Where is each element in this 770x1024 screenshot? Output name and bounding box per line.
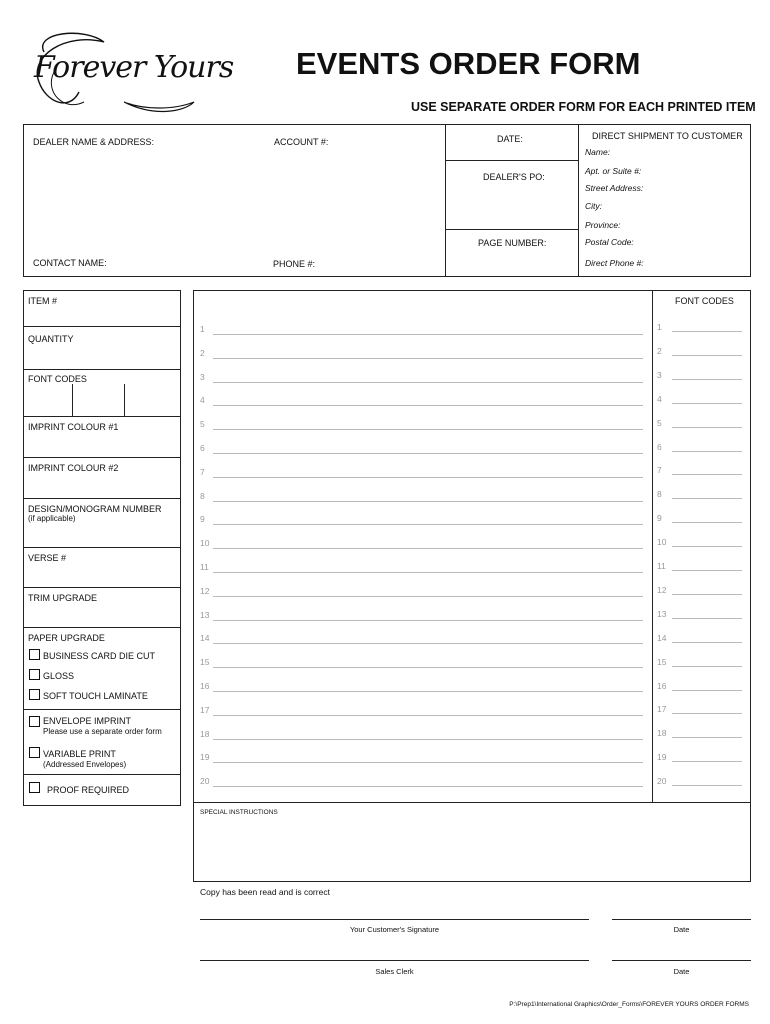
date-label: DATE: [497, 134, 523, 144]
direct-shipment-title: DIRECT SHIPMENT TO CUSTOMER [592, 131, 743, 141]
line-number: 14 [200, 633, 210, 644]
font-code-line[interactable] [672, 546, 742, 547]
text-line[interactable] [213, 762, 643, 763]
shipment-name-label: Name: [585, 147, 611, 157]
font-code-number: 2 [657, 345, 662, 356]
text-line[interactable] [213, 691, 643, 692]
font-code-number: 9 [657, 513, 662, 524]
line-number: 18 [200, 728, 210, 739]
variable-note: (Addressed Envelopes) [43, 760, 127, 769]
contact-name-label: CONTACT NAME: [33, 258, 107, 268]
copy-confirm-text: Copy has been read and is correct [200, 887, 330, 897]
font-code-number: 10 [657, 537, 667, 548]
font-code-line[interactable] [672, 713, 742, 714]
phone-label: PHONE #: [273, 259, 316, 269]
line-number: 2 [200, 347, 205, 358]
text-line[interactable] [213, 334, 643, 335]
font-code-number: 18 [657, 728, 667, 739]
verse-label: VERSE # [28, 553, 67, 563]
item-number-label: ITEM # [28, 296, 58, 306]
text-line[interactable] [213, 358, 643, 359]
special-instructions-label: SPECIAL INSTRUCTIONS [200, 809, 278, 816]
font-code-number: 1 [657, 322, 662, 332]
text-line[interactable] [213, 572, 643, 573]
imprint-colour-2-label: IMPRINT COLOUR #2 [28, 463, 119, 473]
font-code-line[interactable] [672, 666, 742, 667]
clerk-date-label: Date [673, 967, 690, 976]
quantity-label: QUANTITY [28, 334, 74, 344]
shipment-city-label: City: [585, 201, 602, 211]
font-code-line[interactable] [672, 522, 742, 523]
font-code-line[interactable] [672, 594, 742, 595]
imprint-colour-1-label: IMPRINT COLOUR #1 [28, 422, 119, 432]
line-number: 13 [200, 609, 210, 620]
font-code-number: 13 [657, 608, 667, 619]
line-number: 4 [200, 395, 205, 406]
font-code-number: 17 [657, 704, 667, 715]
business-card-label: BUSINESS CARD DIE CUT [43, 651, 156, 661]
text-line[interactable] [213, 739, 643, 740]
text-line[interactable] [213, 477, 643, 478]
text-line[interactable] [213, 501, 643, 502]
text-line[interactable] [213, 429, 643, 430]
text-line[interactable] [213, 453, 643, 454]
text-line[interactable] [213, 524, 643, 525]
font-codes-label: FONT CODES [28, 374, 87, 384]
text-line[interactable] [213, 715, 643, 716]
font-code-line[interactable] [672, 570, 742, 571]
font-code-line[interactable] [672, 618, 742, 619]
file-path: P:\Prep1\International Graphics\Order_Forms\FOREVER YOURS ORDER FORMS [509, 1001, 749, 1008]
account-label: ACCOUNT #: [274, 137, 329, 147]
font-code-line[interactable] [672, 427, 742, 428]
font-code-line[interactable] [672, 498, 742, 499]
font-code-number: 16 [657, 680, 667, 691]
line-number: 19 [200, 752, 210, 763]
line-number: 17 [200, 704, 210, 715]
font-code-line[interactable] [672, 690, 742, 691]
text-line[interactable] [213, 620, 643, 621]
trim-upgrade-label: TRIM UPGRADE [28, 593, 98, 603]
shipment-street-label: Street Address: [585, 183, 644, 193]
text-line[interactable] [213, 405, 643, 406]
font-code-line[interactable] [672, 379, 742, 380]
text-line[interactable] [213, 786, 643, 787]
design-monogram-label: DESIGN/MONOGRAM NUMBER [28, 504, 162, 514]
page-title: EVENTS ORDER FORM [296, 46, 641, 81]
soft-touch-label: SOFT TOUCH LAMINATE [43, 691, 148, 701]
line-number: 16 [200, 681, 210, 691]
page-subtitle: USE SEPARATE ORDER FORM FOR EACH PRINTED ITEM [411, 100, 756, 114]
line-number: 9 [200, 514, 205, 525]
line-number: 6 [200, 443, 205, 453]
line-number: 12 [200, 585, 210, 596]
variable-print-label: VARIABLE PRINT [43, 749, 116, 759]
line-number: 10 [200, 538, 210, 549]
font-code-number: 14 [657, 632, 667, 643]
font-code-line[interactable] [672, 331, 742, 332]
font-code-number: 3 [657, 369, 662, 380]
line-number: 5 [200, 419, 205, 430]
shipment-apt-label: Apt. or Suite #: [585, 166, 642, 176]
logo-text: Forever Yours [34, 50, 234, 85]
font-code-line[interactable] [672, 474, 742, 475]
font-code-number: 20 [657, 776, 667, 787]
font-code-number: 12 [657, 584, 667, 595]
line-number: 7 [200, 466, 205, 477]
font-code-line[interactable] [672, 761, 742, 762]
envelope-imprint-label: ENVELOPE IMPRINT [43, 716, 132, 726]
gloss-checkbox[interactable] [29, 669, 40, 680]
customer-signature-label: Your Customer's Signature [349, 925, 440, 934]
font-code-number: 6 [657, 441, 662, 452]
font-codes-column-header: FONT CODES [675, 296, 734, 306]
text-line[interactable] [213, 596, 643, 597]
font-code-number: 11 [657, 561, 666, 571]
text-line[interactable] [213, 548, 643, 549]
font-code-number: 4 [657, 393, 662, 404]
text-line[interactable] [213, 667, 643, 668]
line-number: 20 [200, 776, 210, 787]
font-code-line[interactable] [672, 355, 742, 356]
font-code-line[interactable] [672, 451, 742, 452]
font-code-line[interactable] [672, 642, 742, 643]
proof-required-checkbox[interactable] [29, 782, 40, 793]
soft-touch-checkbox[interactable] [29, 689, 40, 700]
page-number-label: PAGE NUMBER: [478, 238, 547, 248]
logo [24, 22, 234, 117]
font-code-number: 8 [657, 489, 662, 500]
variable-print-checkbox[interactable] [29, 747, 40, 758]
paper-upgrade-label: PAPER UPGRADE [28, 633, 105, 643]
shipment-province-label: Province: [585, 220, 621, 230]
dealer-name-label: DEALER NAME & ADDRESS: [33, 137, 155, 147]
shipment-phone-label: Direct Phone #: [585, 258, 644, 268]
signature-date-label: Date [673, 925, 690, 934]
font-code-number: 7 [657, 465, 662, 476]
line-number: 3 [200, 371, 205, 382]
design-note: (if applicable) [28, 514, 76, 523]
gloss-label: GLOSS [43, 671, 75, 681]
text-line[interactable] [213, 643, 643, 644]
text-line[interactable] [213, 382, 643, 383]
envelope-imprint-checkbox[interactable] [29, 716, 40, 727]
shipment-postal-label: Postal Code: [585, 237, 634, 247]
dealers-po-label: DEALER'S PO: [483, 172, 545, 182]
line-number: 11 [200, 562, 209, 572]
line-number: 1 [200, 324, 205, 334]
business-card-checkbox[interactable] [29, 649, 40, 660]
envelope-note: Please use a separate order form [43, 727, 162, 736]
font-code-line[interactable] [672, 737, 742, 738]
font-code-number: 15 [657, 656, 667, 667]
line-number: 15 [200, 657, 210, 668]
sales-clerk-label: Sales Clerk [375, 967, 414, 976]
font-code-number: 5 [657, 417, 662, 428]
font-code-line[interactable] [672, 403, 742, 404]
font-code-number: 19 [657, 752, 667, 763]
line-number: 8 [200, 490, 205, 501]
proof-required-label: PROOF REQUIRED [47, 785, 130, 795]
font-code-line[interactable] [672, 785, 742, 786]
text-lines-panel [193, 290, 751, 803]
